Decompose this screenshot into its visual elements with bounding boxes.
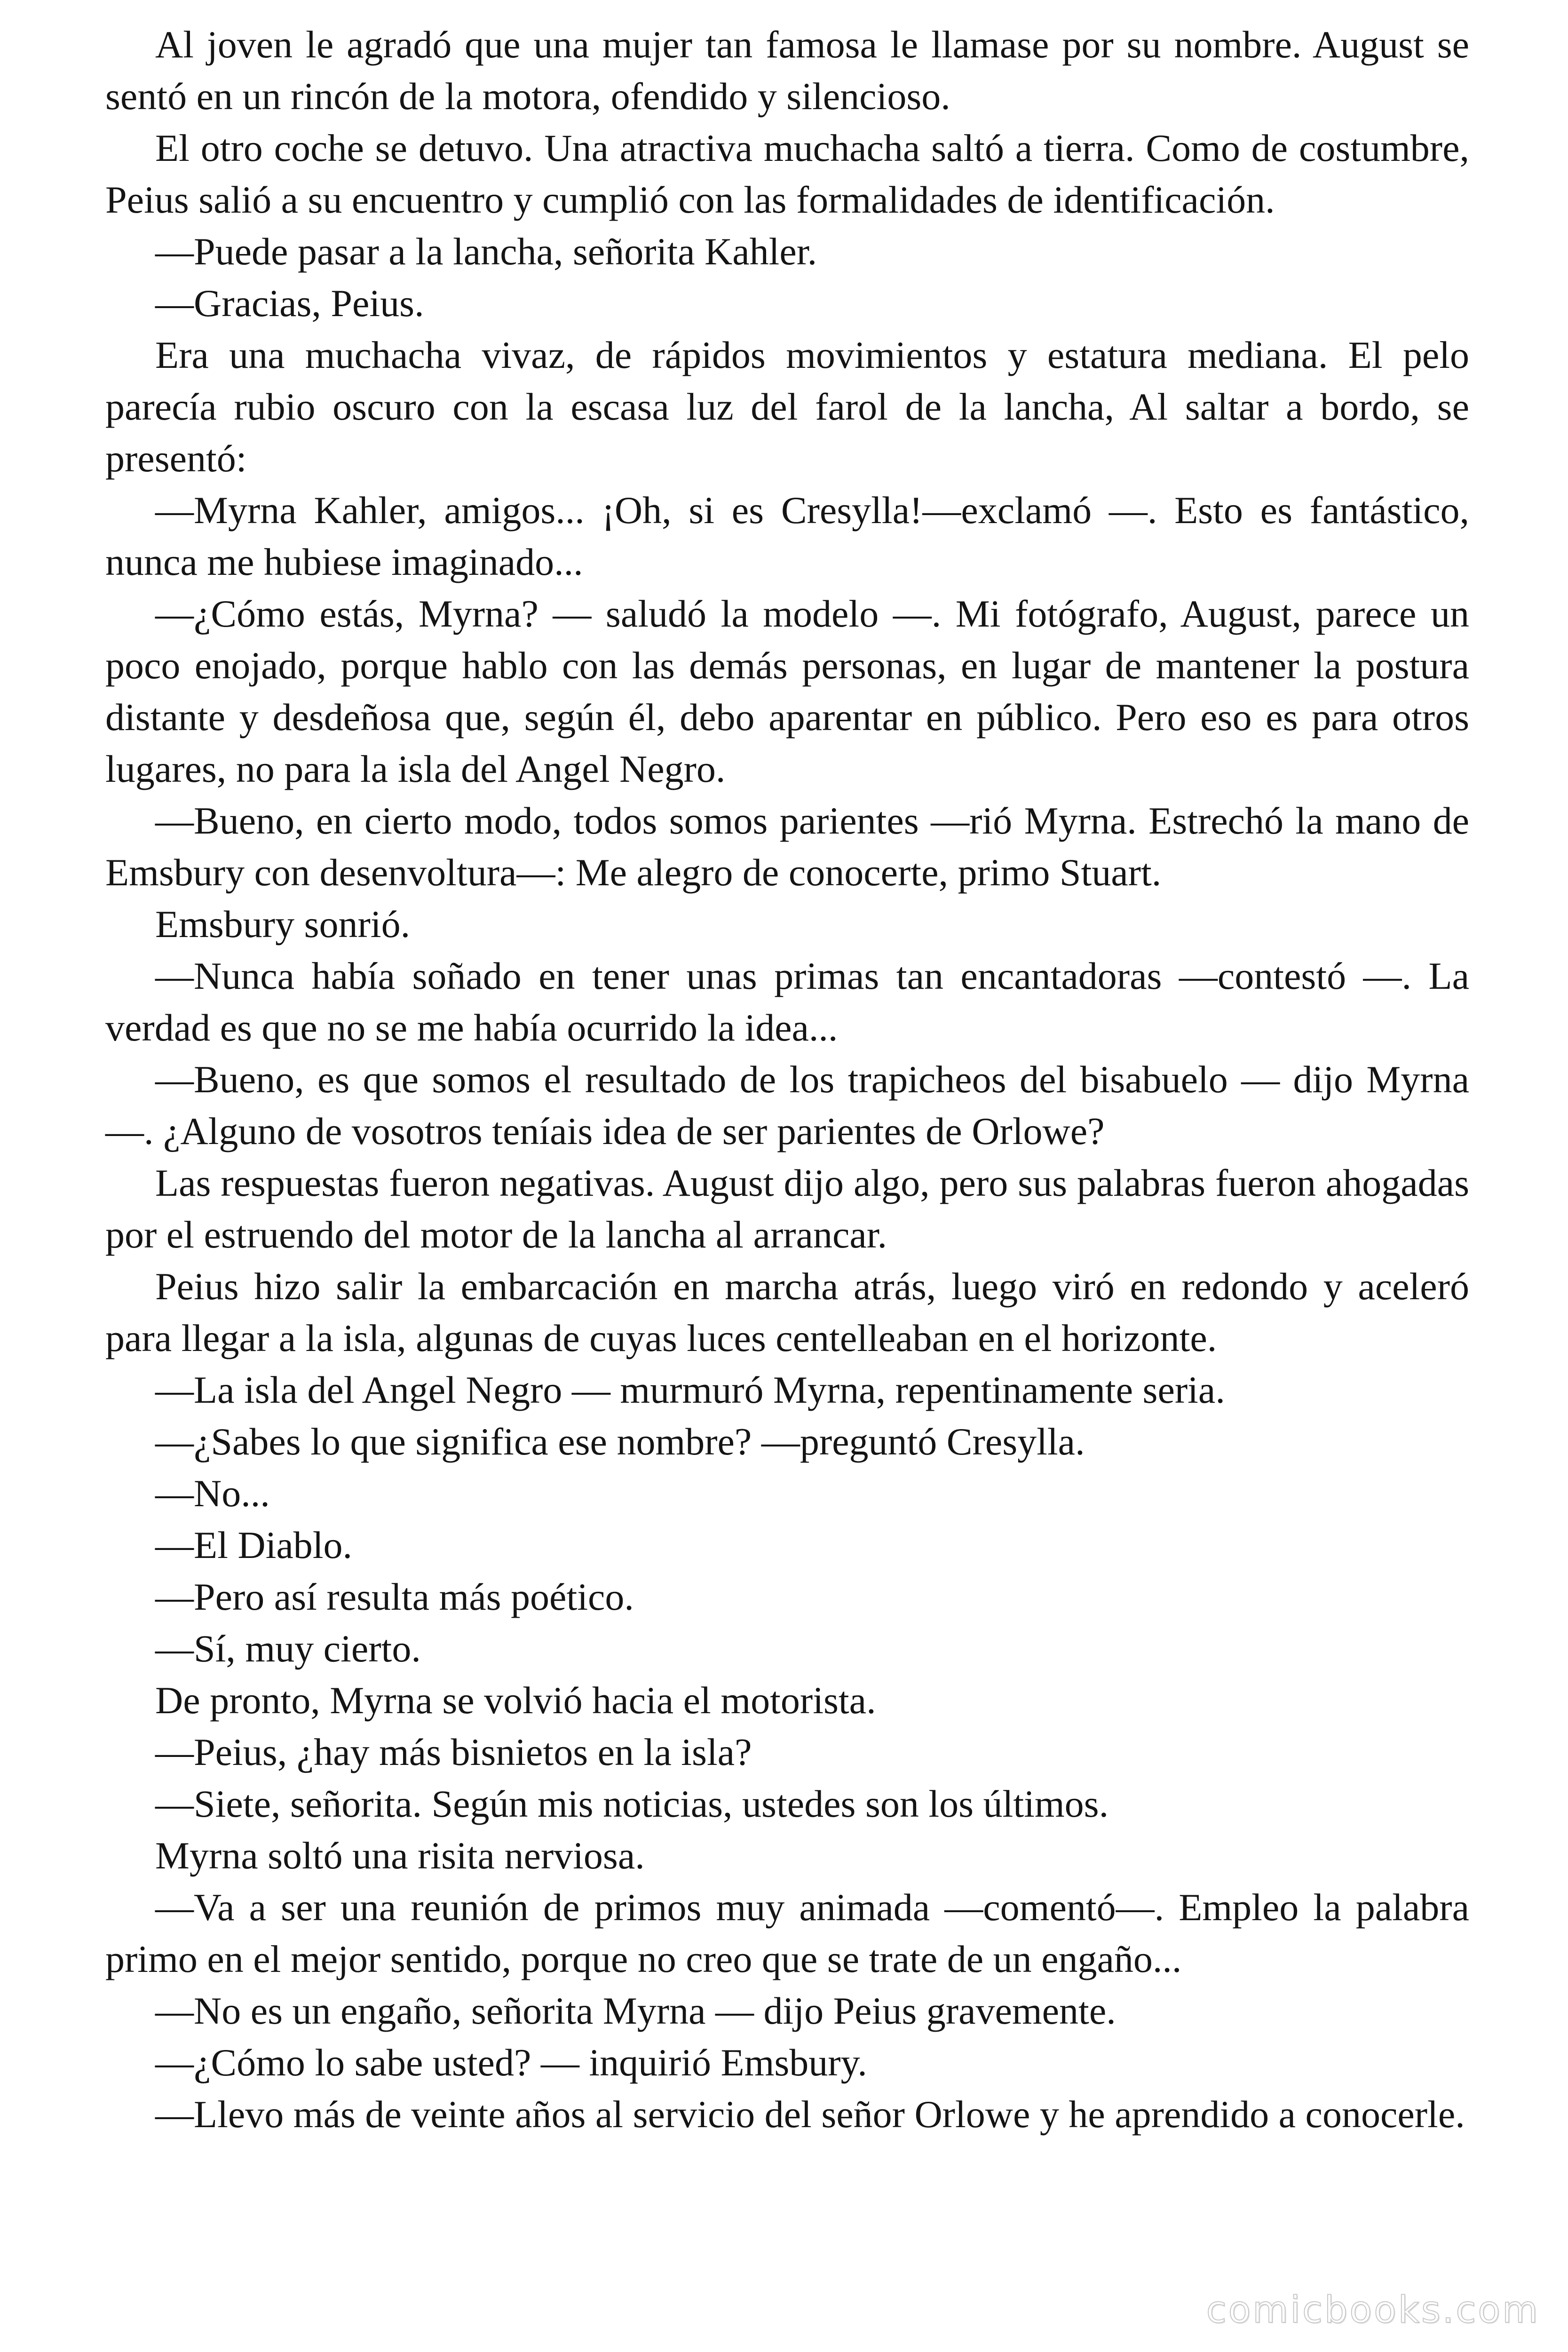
paragraph: —Llevo más de veinte años al servicio del señor Orlowe y he aprendido a conocerle. [155,2093,1465,2136]
paragraph: El otro coche se detuvo. Una atractiva muchacha saltó a tierra. Como de costumbre, Peius salió a su encuentro y cumplió con las formalidades de identificación. [105,127,1469,221]
paragraph: —Bueno, en cierto modo, todos somos parientes —rió Myrna. Estrechó la mano de Emsbury con desenvoltura—: Me alegro de conocerte, primo Stuart. [105,799,1469,894]
paragraph: Emsbury sonrió. [155,903,411,946]
paragraph: —Myrna Kahler, amigos... ¡Oh, si es Cresylla!—exclamó —. Esto es fantástico, nunca me hubiese imaginado... [105,489,1469,583]
paragraph: —¿Sabes lo que significa ese nombre? —preguntó Cresylla. [155,1420,1085,1463]
paragraph: Era una muchacha vivaz, de rápidos movimientos y estatura mediana. El pelo parecía rubio oscuro con la escasa luz del farol de la lancha, Al saltar a bordo, se presentó: [105,334,1469,480]
paragraph: Peius hizo salir la embarcación en marcha atrás, luego viró en redondo y aceleró para llegar a la isla, algunas de cuyas luces centelleaban en el horizonte. [105,1265,1469,1359]
paragraph: —Nunca había soñado en tener unas primas tan encantadoras —contestó —. La verdad es que no se me había ocurrido la idea... [105,954,1469,1049]
paragraph: —Pero así resulta más poético. [155,1575,634,1618]
paragraph: Al joven le agradó que una mujer tan famosa le llamase por su nombre. August se sentó en un rincón de la motora, ofendido y silencioso. [105,23,1469,118]
paragraph: —¿Cómo estás, Myrna? — saludó la modelo —. Mi fotógrafo, August, parece un poco enojado, porque hablo con las demás personas, en lugar de mantener la postura distante y desdeñosa que, según él, debo aparentar en público. Pero eso es para otros lugares, no para la isla del Angel Negro. [105,592,1469,790]
watermark: comicbooks.com [1206,2289,1540,2331]
paragraph: —No es un engaño, señorita Myrna — dijo Peius gravemente. [155,1989,1116,2032]
paragraph: De pronto, Myrna se volvió hacia el motorista. [155,1679,876,1722]
paragraph: —Sí, muy cierto. [155,1627,421,1670]
paragraph: —No... [155,1472,270,1515]
book-page-text [105,19,1469,2140]
paragraph: —Puede pasar a la lancha, señorita Kahler. [155,230,817,273]
paragraph: Myrna soltó una risita nerviosa. [155,1834,645,1877]
paragraph: —Peius, ¿hay más bisnietos en la isla? [155,1731,752,1773]
paragraph: —La isla del Angel Negro — murmuró Myrna, repentinamente seria. [155,1368,1225,1411]
paragraph: Las respuestas fueron negativas. August dijo algo, pero sus palabras fueron ahogadas por el estruendo del motor de la lancha al arrancar. [105,1161,1469,1256]
paragraph: —¿Cómo lo sabe usted? — inquirió Emsbury. [155,2041,867,2084]
paragraph: —Siete, señorita. Según mis noticias, ustedes son los últimos. [155,1782,1109,1825]
paragraph: —Gracias, Peius. [155,282,424,325]
paragraph: —Bueno, es que somos el resultado de los trapicheos del bisabuelo — dijo Myrna—. ¿Alguno de vosotros teníais idea de ser parientes de Orlowe? [105,1058,1469,1152]
paragraph: —Va a ser una reunión de primos muy animada —comentó—. Empleo la palabra primo en el mejor sentido, porque no creo que se trate de un engaño... [105,1886,1469,1980]
paragraph: —El Diablo. [155,1524,353,1566]
